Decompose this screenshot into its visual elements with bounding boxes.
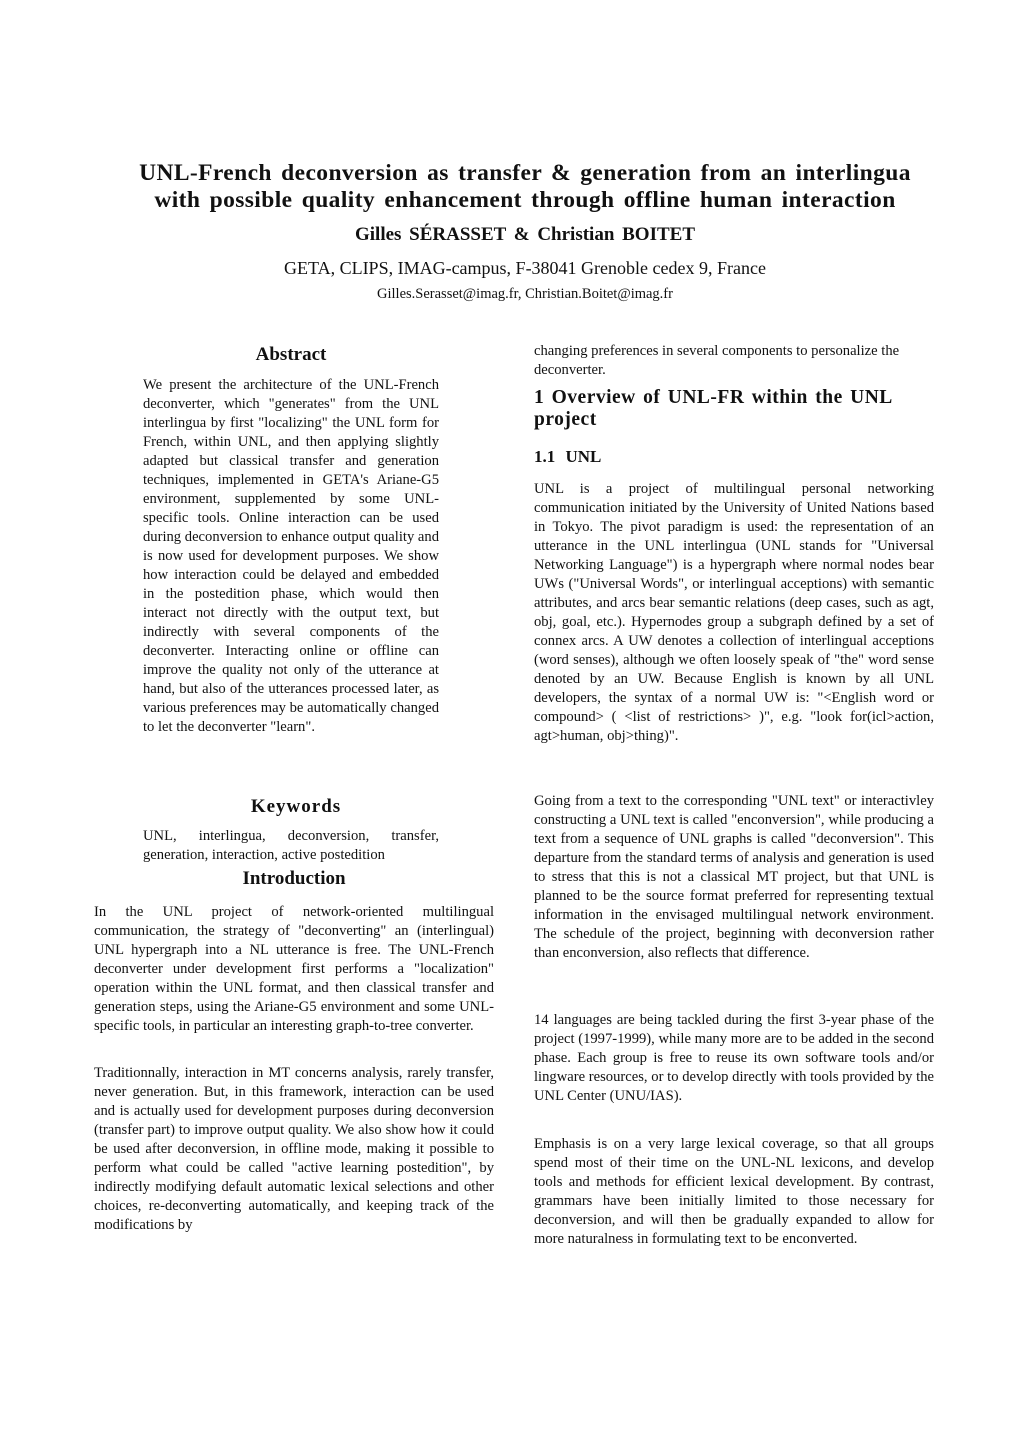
- introduction-heading: Introduction: [242, 868, 346, 889]
- right-column-continuation: [534, 342, 934, 380]
- continuation-text: changing preferences in several components to personalize the deconverter.: [534, 343, 900, 378]
- right-paragraph-4: Emphasis is on a very large lexical coverage, so that all groups spend most of their time on the UNL-NL lexicons, and develop tools and methods for efficient lexical development. By contrast, grammars have been initially limited to those necessary for deconversion, and will then be gradually expanded to allow for more naturalness in formulating text to be enconverted.: [534, 1136, 934, 1247]
- keywords-body: [143, 827, 439, 865]
- subsection-1-1-heading: 1.1 UNL: [534, 447, 602, 466]
- unl-paragraph-3: [534, 1011, 934, 1106]
- right-paragraph-1: UNL is a project of multilingual personal networking communication initiated by the University of United Nations based in Tokyo. The pivot paradigm is used: the representation of an utterance in the UNL interlingua (UNL stands for "Universal Networking Language") is a hypergraph where normal nodes bear UWs ("Universal Words", or interlingual acceptions) with semantic attributes, and arcs bear semantic relations (deep cases, such as agt, obj, goal, etc.). Hypernodes group a subgraph defined by a set of connex arcs. A UW denotes a collection of interlingual acceptions (word senses), although we often loosely speak of "the" word sense denoted by an UW. Because English is known by all UNL developers, the syntax of a normal UW is: "<English word or compound> ( <list of restrictions> )", e.g. "look for(icl>action, agt>human, obj>thing)".: [534, 481, 934, 744]
- section-1-heading: 1 Overview of UNL-FR within the UNL project: [534, 387, 892, 430]
- title-line-2: with possible quality enhancement through offline human interaction: [154, 187, 896, 213]
- right-paragraph-2: Going from a text to the corresponding "UNL text" or interactivley constructing a UNL text is called "enconversion", while producing a text from a sequence of UNL graphs is called "deconversion". This departure from the standard terms of analysis and generation is used to stress that this is not a classical MT project, but that UNL is planned to be the source format preferred for representing textual information in the envisaged multilingual network environment. The schedule of the project, beginning with deconversion rather than enconversion, also reflects that difference.: [534, 793, 934, 961]
- keywords-text: UNL, interlingua, deconversion, transfer, generation, interaction, active postedition: [143, 828, 439, 863]
- introduction-body: [94, 903, 494, 1036]
- intro-paragraph-2: Traditionnally, interaction in MT concerns analysis, rarely transfer, never generation. But, in this framework, interaction can be used and is actually used for development purposes during deconversion (transfer part) to improve output quality. We also show how it could be used after deconversion, in offline mode, making it possible to perform what could be called "active learning postedition", by indirectly modifying default automatic lexical selections and other choices, re-deconverting automatically, and keeping track of the modifications by: [94, 1065, 494, 1233]
- affiliation: GETA, CLIPS, IMAG-campus, F-38041 Grenoble cedex 9, France: [284, 258, 766, 278]
- unl-paragraph-1: [534, 480, 934, 746]
- right-paragraph-3: 14 languages are being tackled during the first 3-year phase of the project (1997-1999), while many more are to be added in the second phase. Each group is free to reuse its own software tools and/or lingware resources, or to develop directly with tools provided by the UNL Center (UNU/IAS).: [534, 1012, 934, 1104]
- authors: Gilles SÉRASSET & Christian BOITET: [354, 224, 696, 245]
- intro-paragraph-1: In the UNL project of network-oriented multilingual communication, the strategy of "deconverting" an (interlingual) UNL hypergraph into a NL utterance is free. The UNL-French deconverter under development first performs a "localization" operation within the UNL format, and then classical transfer and generation steps, using the Ariane-G5 environment and some UNL-specific tools, in particular an interesting graph-to-tree converter.: [94, 904, 494, 1034]
- abstract-text: We present the architecture of the UNL-French deconverter, which "generates" from the UNL interlingua by first "localizing" the UNL form for French, within UNL, and then applying slightly adapted but classical transfer and generation techniques, implemented in GETA's Ariane-G5 environment, supplemented by some UNL-specific tools. Online interaction can be used during deconversion to enhance output quality and is now used for development purposes. We show how interaction could be delayed and embedded in the postedition phase, which would then interact not directly with the output text, but indirectly with several components of the deconverter. Interacting online or offline can improve the quality not only of the utterance at hand, but also of the utterances processed later, as various preferences may be automatically changed to let the deconverter "learn".: [143, 377, 439, 735]
- abstract-body: [143, 376, 439, 737]
- unl-paragraph-2: [534, 792, 934, 963]
- author-emails: Gilles.Serasset@imag.fr, Christian.Boitet@imag.fr: [377, 286, 673, 302]
- keywords-heading: Keywords: [250, 796, 342, 817]
- introduction-body-2: [94, 1064, 494, 1235]
- abstract-heading: Abstract: [255, 344, 327, 365]
- title-line-1: UNL-French deconversion as transfer & generation from an interlingua: [139, 160, 911, 186]
- unl-paragraph-4: [534, 1135, 934, 1249]
- paper-title: [60, 160, 990, 214]
